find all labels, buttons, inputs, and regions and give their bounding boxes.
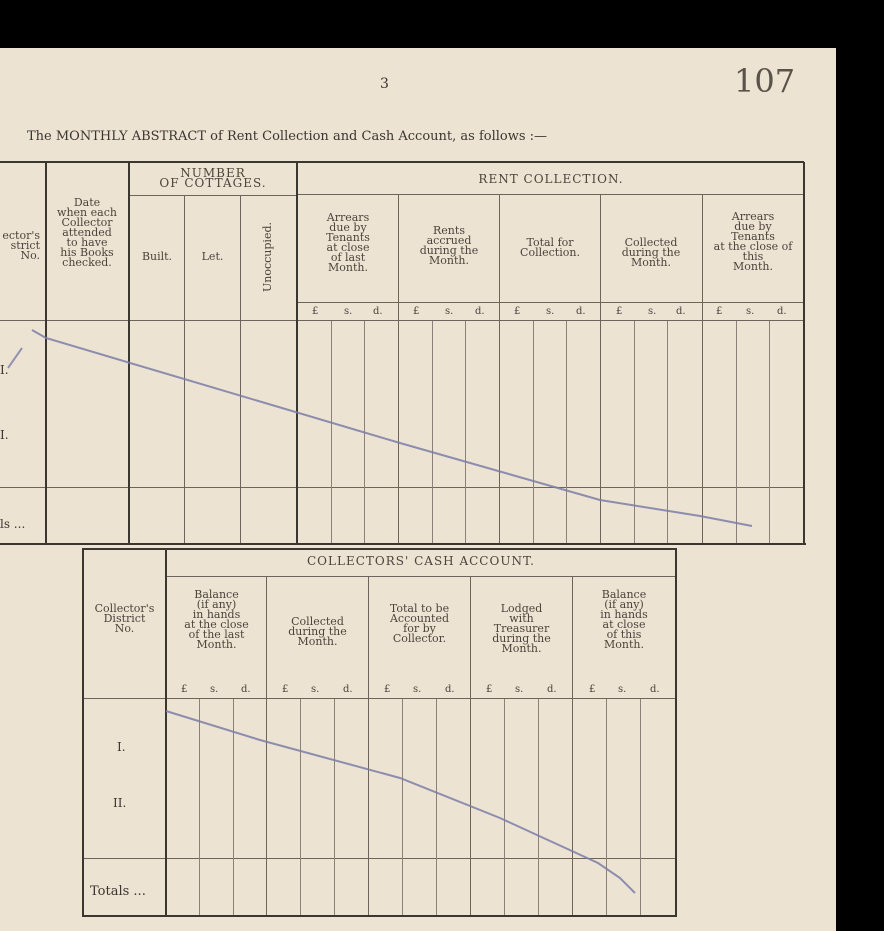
col-let-header: Let. xyxy=(201,250,224,263)
row-label: I. xyxy=(0,428,9,442)
col-total-header: Total to be Accounted for by Collector. xyxy=(389,602,450,645)
col-arrears-header: Arrears due by Tenants at close of last Month. xyxy=(326,211,370,274)
col-collected-header: Collected during the Month. xyxy=(288,615,347,648)
small-page-number: 3 xyxy=(380,76,389,92)
col-collector-header: Collector's District No. xyxy=(94,602,155,635)
row-label: II. xyxy=(113,796,127,810)
page-number: 107 xyxy=(734,62,796,100)
col-arrears-close-header: Arrears due by Tenants at the close of this Month. xyxy=(713,210,793,273)
col-date-header: Date when each Collector attended to have his Books checked. xyxy=(57,196,117,269)
row-label: I. xyxy=(0,363,9,377)
cash-account-group-header: COLLECTORS' CASH ACCOUNT. xyxy=(307,554,535,568)
col-lodged-header: Lodged with Treasurer during the Month. xyxy=(492,602,551,655)
totals-row-label: ls ... xyxy=(0,517,26,531)
pencil-strike-lines xyxy=(0,48,836,931)
totals-row-label: Totals ... xyxy=(90,884,146,899)
col-collector-header: ector's strict No. xyxy=(2,229,40,262)
rent-collection-group-header: RENT COLLECTION. xyxy=(478,172,624,186)
col-built-header: Built. xyxy=(141,250,173,263)
cottages-group-header: NUMBER OF COTTAGES. xyxy=(159,166,267,190)
row-label: I. xyxy=(117,740,126,754)
col-total-header: Total for Collection. xyxy=(520,236,580,259)
document-page: 3 107 The MONTHLY ABSTRACT of Rent Collection and Cash Account, as follows :— ector's strict No. Date when each Collector attended to have his Books checked. NUMBER OF COTTAGES. Built. Let. Unoccupied. RENT COLLECTION. Arrears due by Tenants at close of last Month. Rents accrued during the Month. Total for Collection. Collected during the Month. Arrears due by Tenants at the close of this Month. £ s. d. £ s. d. £ s. d. £ s. d. £ s. d. I. I. ls ... COLLECTORS' CASH ACCOUNT. Collector's District No. Balance (if any) in hands at the close of the last Month. Collected during the Month. Total to be Accounted for by Collector. Lodged with Treasurer during the Month. Balance (if any) in hands at close of this Month. £ s. d. £ s. d. £ s. d. £ s. d. £ s. d. I. II. Totals ... xyxy=(0,48,836,931)
col-rents-header: Rents accrued during the Month. xyxy=(419,224,479,267)
col-unoccupied-header: Unoccupied. xyxy=(261,222,274,292)
col-collected-header: Collected during the Month. xyxy=(621,236,681,269)
col-balance-close-header: Balance (if any) in hands at close of this Month. xyxy=(600,588,648,651)
col-balance-header: Balance (if any) in hands at the close of the last Month. xyxy=(184,588,249,651)
intro-text: The MONTHLY ABSTRACT of Rent Collection and Cash Account, as follows :— xyxy=(27,129,548,144)
